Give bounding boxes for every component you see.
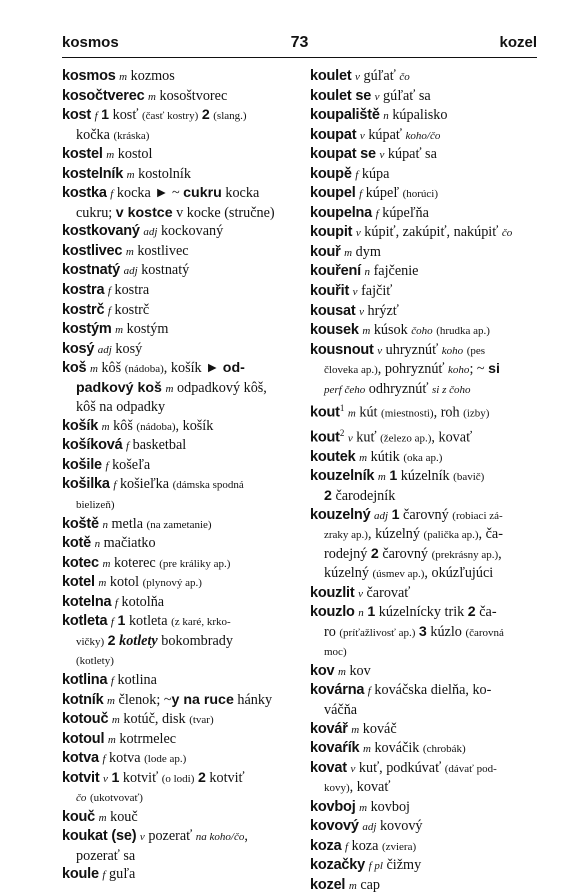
dictionary-entry [62,87,302,107]
entry-line: kostelník m kostolník [62,165,191,182]
right-column [310,67,540,895]
dictionary-entry [62,865,302,885]
dictionary-entry [62,612,302,671]
entry-line: rodejný 2 čarovný (prekrásny ap.), [324,545,502,562]
entry-line: kout$^1$ m kút (miestnosti), roh (izby) [310,403,490,422]
dictionary-entry [310,720,540,740]
entry-line: kostra f kostra [62,282,150,299]
entry-line: kostel m kostol [62,146,153,163]
entry-line: kousat v hrýzť [310,302,399,319]
dictionary-entry [62,515,302,535]
dictionary-entry [62,456,302,476]
entry-line: kouzlit v čarovať [310,584,411,601]
entry-line: kotel m kotol (plynový ap.) [62,574,202,591]
entry-line: kovat v kuť, podkúvať (dávať pod- [310,759,497,776]
entry-line: čo (ukotvovať) [76,792,143,805]
dictionary-entry [62,301,302,321]
dictionary-entry [62,261,302,281]
dictionary-entry [62,145,302,165]
entry-line: koulet v gúľať čo [310,68,410,84]
dictionary-entry [62,691,302,711]
dictionary-entry [310,67,540,87]
entry-line: pozerať sa [76,847,136,864]
dictionary-entry [62,184,302,222]
entry-line: kovy), kovať [324,779,391,796]
entry-line: kostnatý adj kostnatý [62,262,190,279]
entry-line: kov m kov [310,662,371,679]
dictionary-entry [310,424,540,448]
entry-line: koulet se v gúľať sa [310,87,431,104]
entry-line: vičky) 2 kotlety bokombrady [76,632,233,649]
entry-line: kozačky f pl čižmy [310,857,422,874]
entry-line: zraky ap.), kúzelný (palička ap.), ča- [324,526,503,543]
dictionary-entry [310,448,540,468]
entry-line: košile f košeľa [62,456,151,473]
entry-line: kouzelný adj 1 čarovný (robiaci zá- [310,506,503,523]
dictionary-entry [310,282,540,302]
entry-line: ro (príťažlivosť ap.) 3 kúzlo (čarovná [324,623,504,640]
page-number: 73 [290,34,309,51]
dictionary-entry [310,243,540,263]
entry-line: 2 čarodejník [324,487,396,504]
entry-line: kostka f kocka ► ~ cukru kocka [62,185,260,202]
dictionary-entry [310,467,540,505]
entry-line: košíková f basketbal [62,437,187,454]
dictionary-entry [62,671,302,691]
dictionary-entry [62,710,302,730]
entry-line: koza f koza (zviera) [310,837,417,854]
dictionary-entry [310,876,540,895]
dictionary-entry [62,359,302,417]
entry-line: kočka (kráska) [76,126,150,143]
dictionary-entry [62,534,302,554]
entry-line: kostkovaný adj kockovaný [62,223,224,240]
dictionary-entry [62,749,302,769]
entry-line: koupel f kúpeľ (horúci) [310,185,439,202]
entry-line: cukru; v kostce v kocke (stručne) [76,204,275,221]
entry-line: kovář m kováč [310,720,397,737]
entry-line: kovový adj kovový [310,818,423,835]
entry-line: kost f 1 kosť (časť kostry) 2 (slang.) [62,107,247,124]
dictionary-entry [310,662,540,682]
header-first-guide-word: kosmos [62,34,119,51]
dictionary-entry [62,242,302,262]
dictionary-entry [310,106,540,126]
dictionary-entry [62,417,302,437]
dictionary-entry [62,165,302,185]
entry-line: kovárna f kováčska dielňa, ko- [310,682,492,699]
dictionary-entry [310,321,540,341]
header-rule [62,57,537,58]
entry-line: kovboj m kovboj [310,798,410,815]
header-last-guide-word: kozel [499,34,537,51]
left-column [62,67,302,885]
entry-line: kostrč f kostrč [62,301,150,318]
entry-line: kostlivec m kostlivec [62,242,189,259]
entry-line: človeka ap.), pohryznúť koho; ~ si [324,361,500,378]
dictionary-entry [310,506,540,584]
entry-line: koš m kôš (nádoba), košík ► od- [62,360,245,377]
entry-line: kouřit v fajčiť [310,283,393,300]
dictionary-entry [310,603,540,662]
entry-line: kotva f kotva (lode ap.) [62,750,187,767]
dictionary-entry [310,184,540,204]
entry-line: kouzlo n 1 kúzelnícky trik 2 ča- [310,604,497,621]
dictionary-entry [310,399,540,423]
dictionary-entry [62,808,302,828]
entry-line: kousnout v uhryznúť koho (pes [310,341,486,358]
dictionary-entry [310,223,540,243]
dictionary-entry [310,302,540,322]
dictionary-entry [310,87,540,107]
entry-line: kostým m kostým [62,321,169,338]
dictionary-entry [310,341,540,400]
dictionary-entry [310,798,540,818]
entry-line: kouř m dym [310,243,381,260]
entry-line: kotleta f 1 kotleta (z karé, krko- [62,613,231,630]
entry-line: kouč m kouč [62,808,138,825]
dictionary-entry [310,739,540,759]
entry-line: koule f guľa [62,866,136,883]
dictionary-entry [310,584,540,604]
entry-line: bielizeň) [76,499,115,512]
dictionary-entry [310,681,540,719]
entry-line: váčňa [324,701,358,718]
dictionary-entry [310,204,540,224]
dictionary-entry [62,554,302,574]
entry-line: koupě f kúpa [310,165,390,182]
dictionary-entry [310,262,540,282]
dictionary-entry [310,759,540,798]
entry-line: košilka f košieľka (dámska spodná [62,476,244,493]
dictionary-entry [62,730,302,750]
entry-line: kôš na odpadky [76,399,166,416]
dictionary-entry [310,837,540,857]
entry-line: koupat se v kúpať sa [310,146,437,163]
entry-line: koště n metla (na zametanie) [62,515,212,532]
dictionary-entry [62,573,302,593]
entry-line: kozel m cap [310,876,381,893]
entry-line: kosočtverec m kosoštvorec [62,87,228,104]
entry-line: koupit v kúpiť, zakúpiť, nakúpiť čo [310,224,513,241]
entry-line: kouření n fajčenie [310,263,419,280]
dictionary-entry [62,827,302,865]
entry-line: kout$^2$ v kuť (železo ap.), kovať [310,427,473,446]
entry-line: kotlina f kotlina [62,671,157,688]
entry-line: kosý adj kosý [62,340,143,357]
dictionary-entry [310,165,540,185]
entry-line: kotník m členok; ~y na ruce hánky [62,691,273,708]
dictionary-entry [310,145,540,165]
entry-line: kúzelný (úsmev ap.), okúzľujúci [324,565,494,582]
entry-line: koutek m kútik (oka ap.) [310,448,443,465]
entry-line: kotoul m kotrmelec [62,730,177,747]
dictionary-entry [62,436,302,456]
dictionary-entry [62,593,302,613]
dictionary-entry [62,106,302,145]
dictionary-entry [62,769,302,808]
dictionary-entry [62,340,302,360]
entry-line: perf čeho odhryznúť si z čoho [324,380,471,397]
entry-line: kotvit v 1 kotviť (o lodi) 2 kotviť [62,769,245,786]
entry-line: kotouč m kotúč, disk (tvar) [62,711,214,728]
entry-line: (kotlety) [76,655,114,668]
entry-line: koupaliště n kúpalisko [310,107,448,124]
entry-line: kouzelník m 1 kúzelník (bavič) [310,468,485,485]
page-header [62,34,537,56]
entry-line: kosmos m kozmos [62,68,175,84]
entry-line: košík m kôš (nádoba), košík [62,417,214,434]
dictionary-entry [62,475,302,514]
entry-line: kotelna f kotolňa [62,593,165,610]
dictionary-entry [310,817,540,837]
entry-line: kotec m koterec (pre králiky ap.) [62,554,231,571]
entry-line: padkový koš m odpadkový kôš, [76,379,267,396]
dictionary-entry [62,281,302,301]
dictionary-entry [310,126,540,146]
entry-line: kousek m kúsok čoho (hrudka ap.) [310,322,490,339]
entry-line: moc) [324,646,347,659]
entry-line: kotě n mačiatko [62,535,156,552]
dictionary-entry [62,222,302,242]
entry-line: koupat v kúpať koho/čo [310,126,441,143]
entry-line: koupelna f kúpeľňa [310,204,429,221]
dictionary-entry [310,856,540,876]
entry-line: koukat (se) v pozerať na koho/čo, [62,828,248,845]
entry-line: kovaŕík m kováčik (chrobák) [310,740,466,757]
dictionary-entry [62,67,302,87]
dictionary-entry [62,320,302,340]
